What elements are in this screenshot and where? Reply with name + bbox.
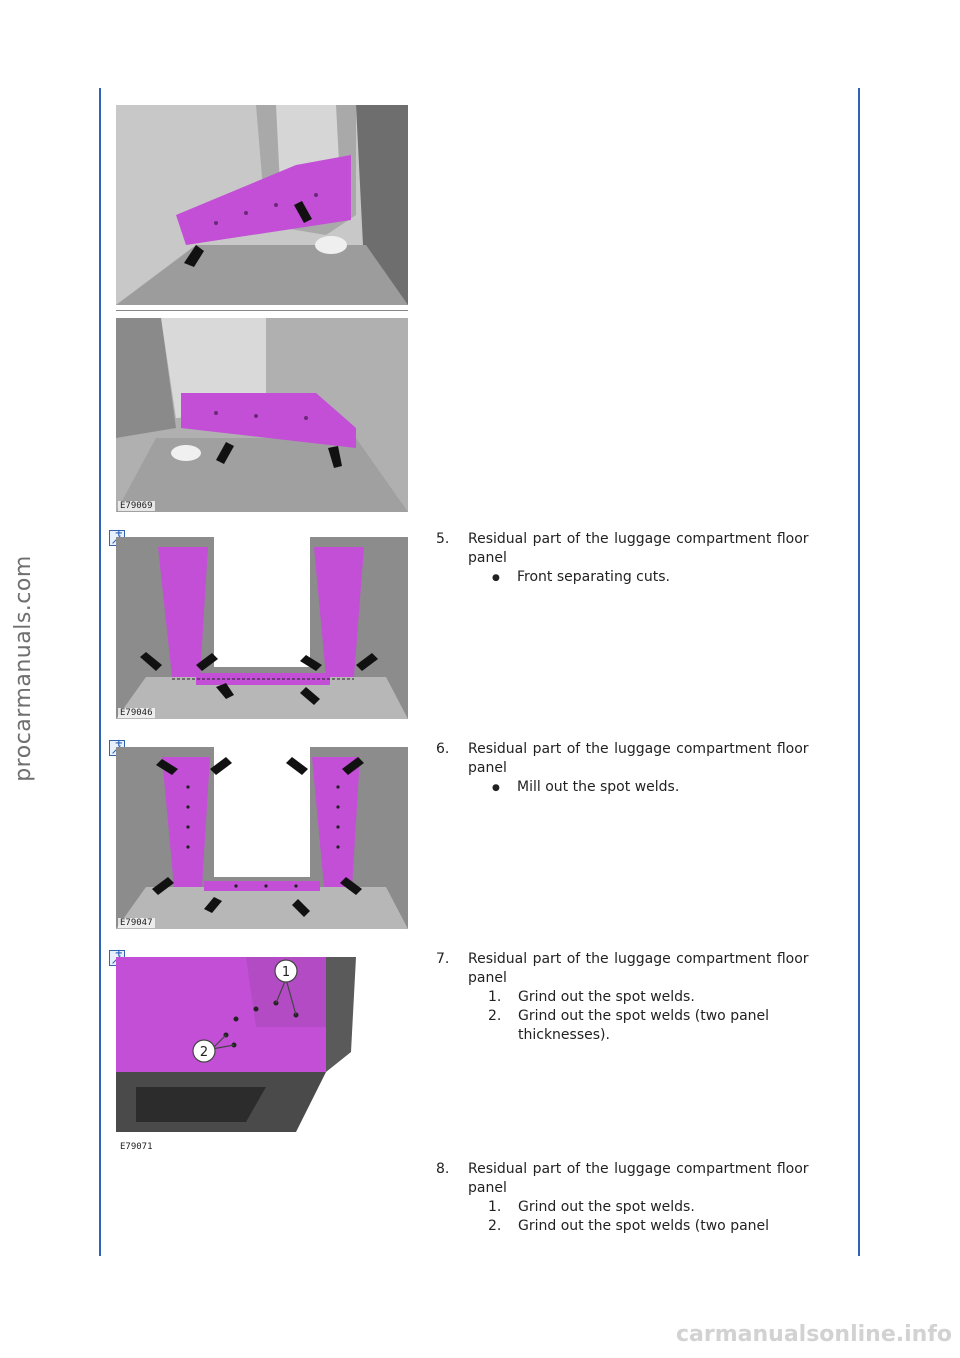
callout-2: 2 bbox=[199, 1045, 209, 1060]
step-title-cont: panel bbox=[468, 550, 507, 566]
step-title: Residual part of the luggage compartment floor bbox=[468, 741, 809, 757]
step-6 bbox=[436, 740, 846, 798]
figure-e79071 bbox=[116, 957, 408, 1153]
sub-step-number: 2. bbox=[488, 1218, 502, 1234]
sub-step-text: Grind out the spot welds. bbox=[518, 989, 695, 1005]
sub-step-number: 2. bbox=[488, 1008, 502, 1024]
bullet-text: Front separating cuts. bbox=[517, 569, 670, 585]
figure-label: E79046 bbox=[120, 708, 153, 718]
left-margin-rule bbox=[99, 88, 101, 1256]
step-8 bbox=[436, 1160, 846, 1236]
step-title-cont: panel bbox=[468, 970, 507, 986]
figure-divider bbox=[116, 310, 408, 311]
sub-step-number: 1. bbox=[488, 989, 502, 1005]
figure-e79046 bbox=[116, 537, 408, 719]
sub-step-text-cont: thicknesses). bbox=[518, 1027, 610, 1043]
step-title-cont: panel bbox=[468, 760, 507, 776]
sub-step-text: Grind out the spot welds. bbox=[518, 1199, 695, 1215]
figure-e79047 bbox=[116, 747, 408, 929]
step-7 bbox=[436, 950, 846, 1045]
step-number: 8. bbox=[436, 1161, 450, 1177]
sub-step-number: 1. bbox=[488, 1199, 502, 1215]
figure-label: E79047 bbox=[120, 918, 153, 928]
sub-step-text: Grind out the spot welds (two panel bbox=[518, 1218, 770, 1234]
figure-label: E79071 bbox=[120, 1142, 153, 1152]
step-number: 5. bbox=[436, 531, 450, 547]
bullet-text: Mill out the spot welds. bbox=[517, 779, 680, 795]
step-number: 7. bbox=[436, 951, 450, 967]
step-title: Residual part of the luggage compartment floor bbox=[468, 1161, 809, 1177]
side-watermark: procarmanuals.com bbox=[10, 554, 36, 782]
step-title: Residual part of the luggage compartment floor bbox=[468, 951, 809, 967]
step-title: Residual part of the luggage compartment floor bbox=[468, 531, 809, 547]
figure-e79069-upper bbox=[116, 105, 408, 305]
step-5 bbox=[436, 530, 846, 588]
right-margin-rule bbox=[858, 88, 860, 1256]
bottom-watermark: carmanualsonline.info bbox=[676, 1322, 952, 1347]
bullet-icon: ● bbox=[492, 783, 500, 793]
sub-step-text: Grind out the spot welds (two panel bbox=[518, 1008, 770, 1024]
figure-e79069-lower bbox=[116, 318, 408, 512]
step-number: 6. bbox=[436, 741, 450, 757]
callout-1: 1 bbox=[281, 965, 291, 980]
step-title-cont: panel bbox=[468, 1180, 507, 1196]
bullet-icon: ● bbox=[492, 573, 500, 583]
figure-label: E79069 bbox=[120, 501, 153, 511]
